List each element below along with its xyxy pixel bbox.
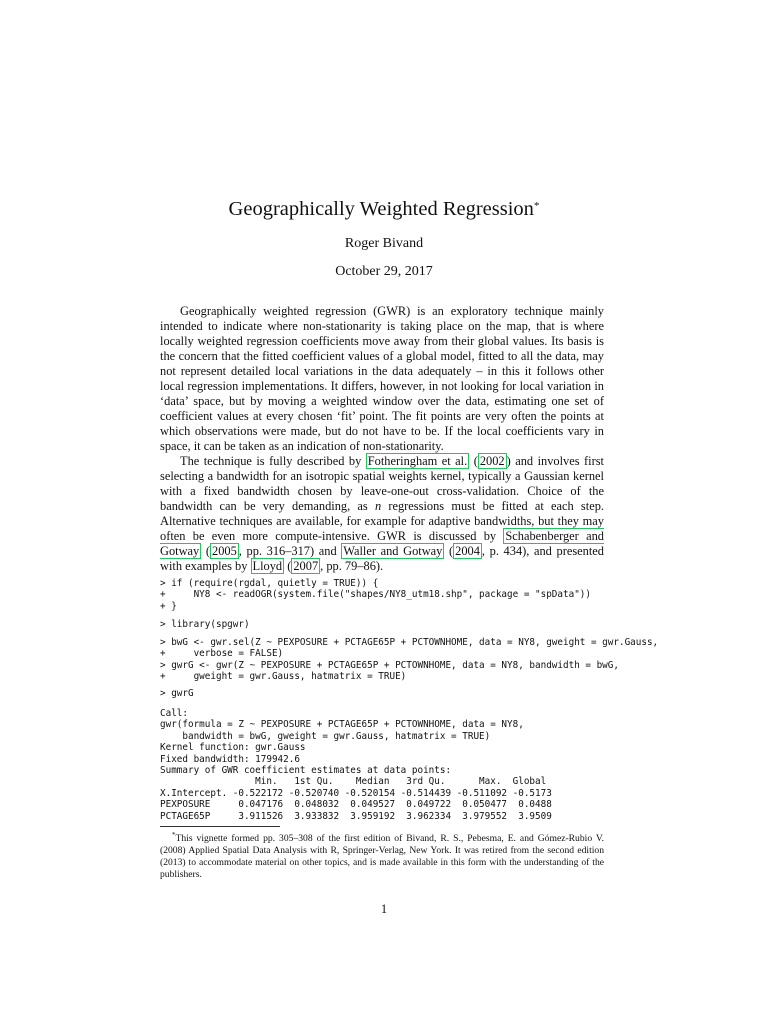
code-input-rgdal: > if (require(rgdal, quietly = TRUE)) { + NY8 <- readOGR(system.file("shapes/NY8_utm18.shp", package = "spData")) + } [160, 578, 591, 612]
footnote: *This vignette formed pp. 305–308 of the first edition of Bivand, R. S., Pebesma, E. and Gómez-Rubio V. (2008) Applied Spatial Data Analysis with R, Springer-Verlag, New York. It was retired from the second edition (2013) to accommodate material on other topics, and is made available in this form with the understanding of the publishers. [160, 831, 604, 881]
code-input-print: > gwrG [160, 688, 194, 699]
paragraph-intro: Geographically weighted regression (GWR) is an exploratory technique mainly intended to indicate where non-stationarity is taking place on the map, that is where locally weighted regression coefficients move away from their global values. Its basis is the concern that the fitted coefficient values of a global model, fitted to all the data, may not represent detailed local variations in the data adequately – in this it follows other local regression implementations. It differs, however, in not looking for local variation in ‘data’ space, but by moving a weighted window over the data, estimating one set of coefficient values at every chosen ‘fit’ point. The fit points are very often the points at which observations were made, but do not have to be. If the local coefficients vary in space, it can be taken as an indication of non-stationarity. [160, 304, 604, 453]
citation-year-2002[interactable]: 2002 [479, 454, 505, 468]
citation-year-2005[interactable]: 2005 [212, 544, 237, 558]
code-output: Call: gwr(formula = Z ~ PEXPOSURE + PCTAGE65P + PCTOWNHOME, data = NY8, bandwidth = bwG, gweight = gwr.Gauss, hatmatrix = TRUE) Kernel function: gwr.Gauss Fixed bandwidth: 179942.6 Summary of GWR coefficient estimates at data points: Min. 1st Qu. Median 3rd Qu. Max. Global X.Intercept. -0.522172 -0.520740 -0.520154 -0.514439 -0.511092 -0.5173 PEXPOSURE 0.047176 0.048032 0.049527 0.049722 0.050477 0.0488 PCTAGE65P 3.911526 3.933832 3.959192 3.962334 3.979552 3.9509 [160, 708, 552, 822]
paper-title: Geographically Weighted Regression* [228, 198, 540, 220]
citation-year-2004[interactable]: 2004 [455, 544, 480, 558]
code-input-gwr: > bwG <- gwr.sel(Z ~ PEXPOSURE + PCTAGE65P + PCTOWNHOME, data = NY8, gweight = gwr.Gauss, + verbose = FALSE) > gwrG <- gwr(Z ~ PEXPOSURE + PCTAGE65P + PCTOWNHOME, data = NY8, bandwidth = bwG, + gweight = gwr.Gauss, hatmatrix = TRUE) [160, 637, 659, 683]
body-text [160, 304, 604, 574]
paper-date: October 29, 2017 [335, 264, 433, 279]
citation-lloyd[interactable]: Lloyd [252, 559, 283, 573]
citation-schabenberger[interactable]: Schabenberger and Gotway [160, 529, 604, 558]
paragraph-technique: The technique is fully described by Fotheringham et al. ( 2002 ) and involves first selecting a bandwidth for an isotropic spatial weights kernel, typically a Gaussian kernel with a fixed bandwidth chosen by leave-one-out cross-validation. Choice of the bandwidth can be very demanding, as n regressions must be fitted at each step. Alternative techniques are available, for example for adaptive bandwidths, but they may often be even more compute-intensive. GWR is discussed by Schabenberger and Gotway ( 2005 , pp. 316–317) and Waller and Gotway ( 2004 , p. 434), and presented with examples by Lloyd ( 2007 , pp. 79–86). [160, 454, 604, 573]
author-name: Roger Bivand [344, 236, 424, 251]
citation-fotheringham[interactable]: Fotheringham et al. [367, 454, 468, 468]
footnote-marker: * [172, 831, 176, 839]
title-footnote-marker[interactable]: * [533, 200, 540, 212]
footnote-divider [160, 826, 280, 827]
page-number: 1 [380, 902, 388, 916]
citation-year-2007[interactable]: 2007 [293, 559, 319, 573]
code-input-library: > library(spgwr) [160, 619, 250, 630]
citation-waller[interactable]: Waller and Gotway [343, 544, 443, 558]
